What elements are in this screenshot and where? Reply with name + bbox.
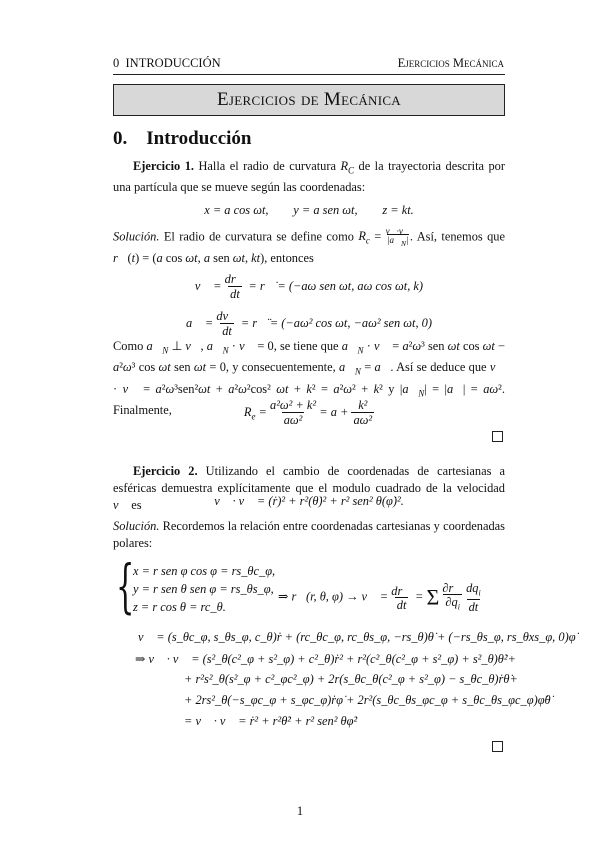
header-rule: [113, 74, 505, 75]
solution-label-2: Solución.: [113, 519, 160, 533]
equation-radius: $R_e = a^2\omega^2 + k^2$ aω² = a + k² aω²: [243, 398, 373, 427]
qed-box-2: [492, 741, 503, 752]
system-eq-y: y = r sen θ sen φ = rs_θs_φ,: [133, 582, 274, 596]
equation-coordinates: x = a cos ωt, y = a sen ωt, z = kt.: [204, 203, 414, 217]
dot-product-line-3: + 2rs²_θ(−s_φc_φ + s_φc_φ)ṙφ̇ + 2r²(s_θc_θs_φc_φ + s_θc_θs_φc_φ)φ̇θ̇: [184, 693, 551, 707]
exercise-1-statement: Ejercicio 1. Halla el radio de curvatura $R_C$ de la trayectoria descrita por una partícula que se mueve según las coordenadas:: [113, 159, 506, 195]
system-eq-z: z = r cos θ = rc_θ.: [133, 600, 226, 614]
equation-speed-squared: v⃗ · v⃗ = (ṙ)² + r²(θ̇)² + r² sen² θ(φ̇)².: [214, 494, 404, 508]
qed-box-1: [492, 431, 503, 442]
exercise-2-label: Ejercicio 2.: [133, 464, 198, 478]
position-vector-derivative: ⇒ r⃗(r, θ, φ) → v⃗ = dr⃗ dt = Σ ∂r⃗ $\partial q_i$ $dq_i$ dt: [278, 581, 481, 615]
exercise-1-label: Ejercicio 1.: [133, 159, 194, 173]
dot-product-line-2: + r²s²_θ(s²_φ + c²_φc²_φ) + 2r(s_θc_θ(c²_φ + s²_φ) − s_θc_θ)ṙθ̇+: [184, 672, 518, 686]
page-title: Ejercicios de Mecánica: [217, 89, 401, 110]
solution-label: Solución.: [113, 229, 160, 244]
page-number: 1: [296, 804, 304, 818]
equation-velocity: v⃗ = dr⃗ dt = r⃗̇ = (−aω sen ωt, aω cos ωt, k): [194, 272, 424, 301]
exercise-2-solution-text: Solución. Recordemos la relación entre coordenadas cartesianas y coordenadas polares:: [113, 519, 505, 550]
system-eq-x: x = r sen φ cos φ = rs_θc_φ,: [133, 564, 276, 578]
dot-product-result: = v⃗ · v⃗ = ṙ² + r²θ̇² + r² sen² θφ̇²: [184, 714, 358, 728]
running-header-left: 0 INTRODUCCIÓN: [113, 56, 221, 70]
dot-product-line-1: ⇒ v⃗ · v⃗ = (s²_θ(c²_φ + s²_φ) + c²_θ)ṙ² + r²(c²_θ(c²_φ + s²_φ) + s²_θ)θ̇²+: [135, 652, 516, 666]
left-brace: {: [116, 552, 135, 620]
title-box: [113, 84, 505, 116]
section-heading: 0. Introducción: [113, 128, 252, 149]
exercise-1-solution-text: Solución. El radio de curvatura se define como $R_c = \frac{v⃗\cdot v⃗}{|a⃗_N|}$. Así, tenemos que r⃗(t) = (a cos ωt, a sen ωt, kt), entonces: [113, 226, 505, 265]
velocity-expansion: v⃗ = (s_θc_φ, s_θs_φ, c_θ)ṙ + (rc_θc_φ, rc_θs_φ, −rs_θ)θ̇ + (−rs_θs_φ, rs_θxs_φ, 0)φ̇: [138, 630, 576, 644]
running-header-right: Ejercicios Mecánica: [397, 56, 504, 70]
equation-acceleration: a⃗ = dv⃗ dt = r⃗̈ = (−aω² cos ωt, −aω² sen ωt, 0): [186, 309, 432, 338]
exercise-1-derivation: Como $a⃗_N$ ⊥ v⃗, $a⃗_N$ · v⃗ = 0, se tiene que $a⃗_N$ · v⃗ = a²ω³ sen ωt cos ωt − a²ω³ cos ωt sen ωt = 0, y consecuentemente, $a⃗_N$ = a⃗. Así se deduce que v⃗ · v⃗ = a²ω³sen²ωt + a²ω²cos² ωt + k² = a²ω² + k² y $|a⃗_N|$ = |a⃗| = aω². Finalmente,: [113, 339, 506, 418]
exercise-2-statement: Ejercicio 2. Utilizando el cambio de coordenadas de cartesianas a esféricas demuestra explícitamente que el modulo cuadrado de la velocidad v⃗ es: [113, 464, 505, 512]
